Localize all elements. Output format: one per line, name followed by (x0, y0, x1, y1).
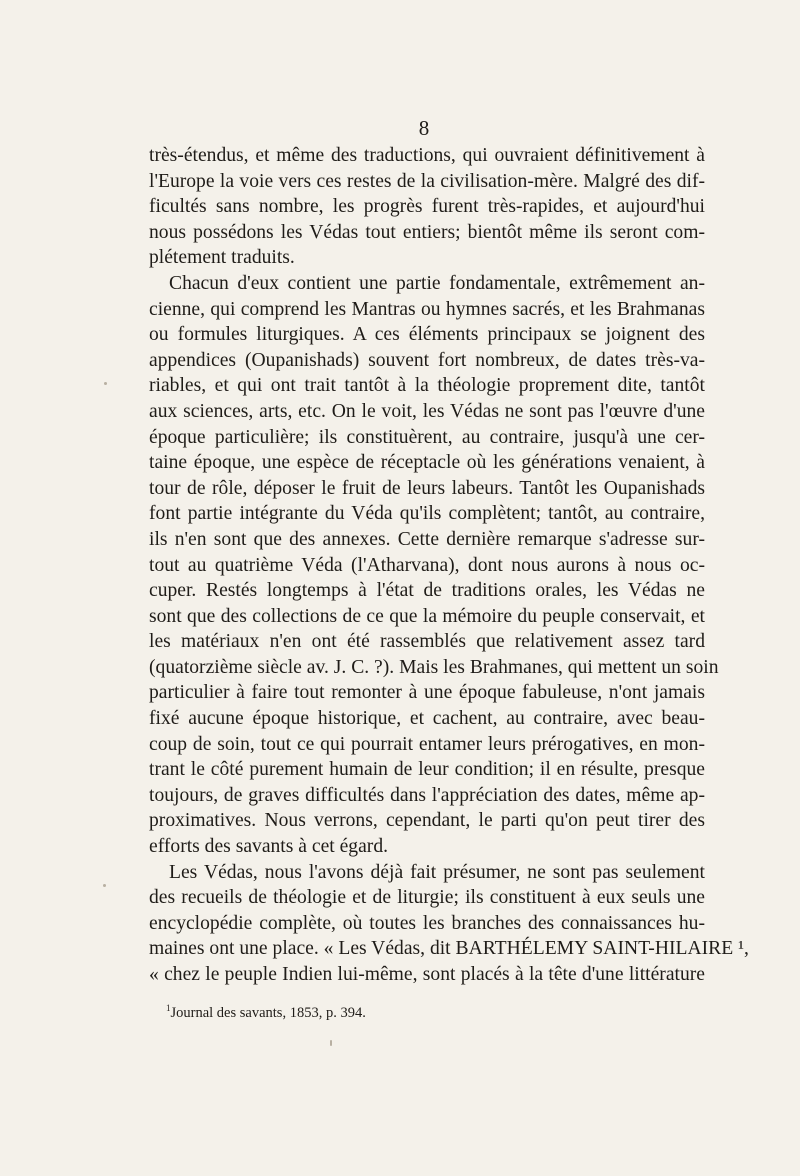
text-line: plétement traduits. (149, 247, 295, 269)
text-line: sont que des collections de ce que la mémoire du peuple conservait, et (149, 605, 705, 627)
text-line: l'Europe la voie vers ces restes de la civilisation-mère. Malgré des dif- (149, 170, 705, 192)
text-line: cuper. Restés longtemps à l'état de traditions orales, les Védas ne (149, 580, 705, 602)
text-line: maines ont une place. « Les Védas, dit BARTHÉLEMY SAINT-HILAIRE ¹, (149, 938, 749, 960)
text-line: ils n'en sont que des annexes. Cette dernière remarque s'adresse sur- (149, 528, 705, 550)
text-line: appendices (Oupanishads) souvent fort nombreux, de dates très-va- (149, 349, 705, 371)
text-line: aux sciences, arts, etc. On le voit, les Védas ne sont pas l'œuvre d'une (149, 400, 705, 422)
text-line: taine époque, une espèce de réceptacle où les générations venaient, à (149, 452, 705, 474)
text-line: tour de rôle, déposer le fruit de leurs labeurs. Tantôt les Oupanishads (149, 477, 705, 499)
text-line: (quatorzième siècle av. J. C. ?). Mais les Brahmanes, qui mettent un soin (149, 656, 719, 678)
page-number: 8 (418, 116, 430, 140)
text-line: fixé aucune époque historique, et cachent, au contraire, avec beau- (149, 708, 705, 730)
text-line: cienne, qui comprend les Mantras ou hymnes sacrés, et les Brahmanas (149, 298, 705, 320)
text-line: ficultés sans nombre, les progrès furent très-rapides, et aujourd'hui (149, 196, 705, 218)
text-line: particulier à faire tout remonter à une époque fabuleuse, n'ont jamais (149, 682, 705, 704)
text-line: encyclopédie complète, où toutes les branches des connaissances hu- (149, 912, 705, 934)
paper-speck (330, 1040, 332, 1046)
paper-speck (103, 884, 106, 887)
text-line: « chez le peuple Indien lui-même, sont placés à la tête d'une littérature (149, 964, 705, 985)
footnote-text: Journal des savants, 1853, p. 394. (170, 1004, 366, 1021)
text-line: nous possédons les Védas tout entiers; bientôt même ils seront com- (149, 221, 705, 243)
footnote-marker: 1 (166, 1003, 171, 1013)
text-line: Chacun d'eux contient une partie fondamentale, extrêmement an- (169, 272, 705, 294)
paper-speck (104, 382, 107, 385)
text-line: très-étendus, et même des traductions, qui ouvraient définitivement à (149, 145, 705, 166)
body-text (149, 143, 749, 988)
text-line: font partie intégrante du Véda qu'ils complètent; tantôt, au contraire, (149, 503, 705, 525)
text-line: époque particulière; ils constituèrent, au contraire, jusqu'à une cer- (149, 426, 705, 448)
text-line: efforts des savants à cet égard. (149, 836, 389, 858)
text-line: toujours, de graves difficultés dans l'appréciation des dates, même ap- (149, 784, 705, 806)
text-line: proximatives. Nous verrons, cependant, le parti qu'on peut tirer des (149, 810, 705, 832)
text-line: des recueils de théologie et de liturgie; ils constituent à eux seuls une (149, 887, 705, 909)
text-line: tout au quatrième Véda (l'Atharvana), dont nous aurons à nous oc- (149, 554, 705, 576)
text-line: les matériaux n'en ont été rassemblés que relativement assez tard (149, 631, 705, 653)
text-line: trant le côté purement humain de leur condition; il en résulte, presque (149, 759, 705, 781)
text-line: riables, et qui ont trait tantôt à la théologie proprement dite, tantôt (149, 375, 705, 397)
text-line: Les Védas, nous l'avons déjà fait présumer, ne sont pas seulement (169, 861, 705, 883)
text-line: ou formules liturgiques. A ces éléments principaux se joignent des (149, 324, 705, 346)
text-line: coup de soin, tout ce qui pourrait entamer leurs prérogatives, en mon- (149, 733, 705, 755)
footnote (166, 999, 366, 1022)
